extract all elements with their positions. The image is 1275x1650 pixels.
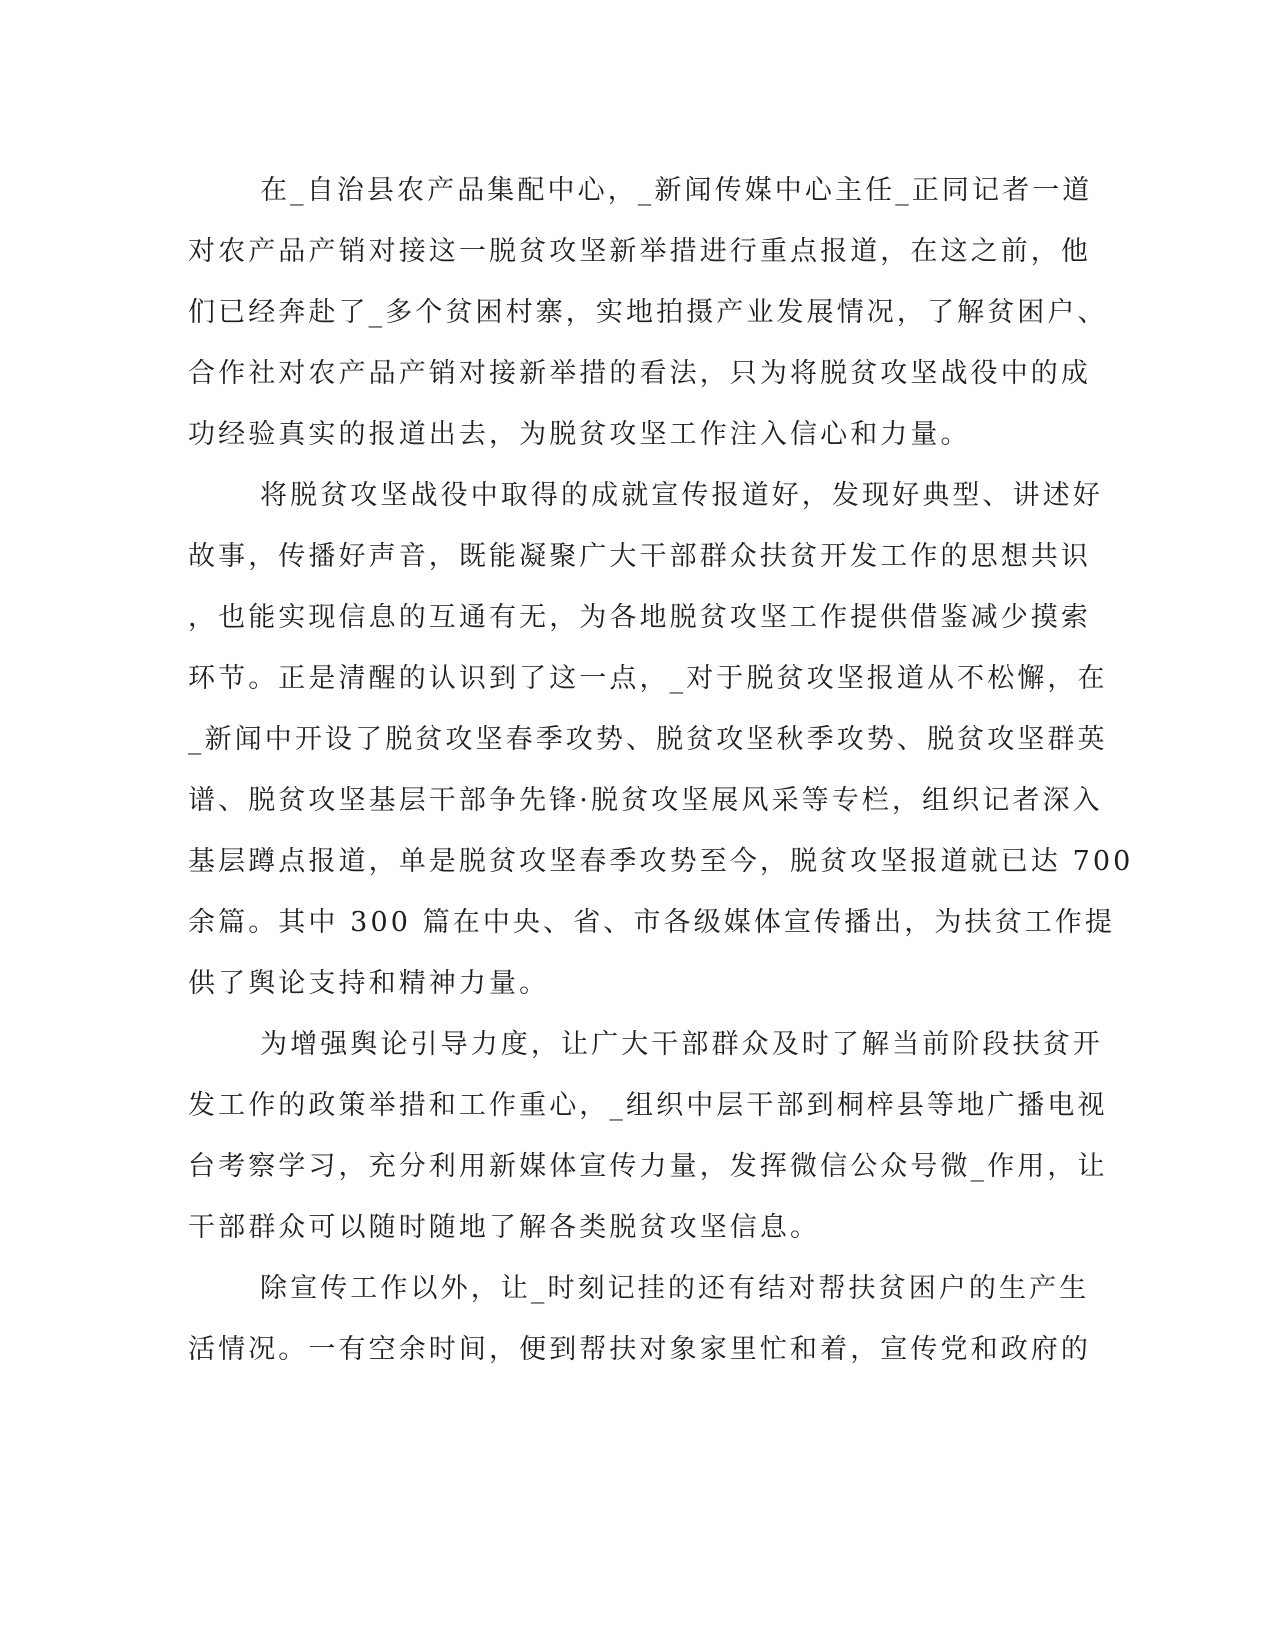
text-line: 谱、脱贫攻坚基层干部争先锋·脱贫攻坚展风采等专栏，组织记者深入 (188, 785, 1103, 816)
text-line: 台考察学习，充分利用新媒体宣传力量，发挥微信公众号微_作用，让 (188, 1151, 1108, 1182)
paragraph-3 (188, 1014, 1108, 1258)
paragraph-2 (188, 465, 1134, 1014)
text-line: 们已经奔赴了_多个贫困村寨，实地拍摄产业发展情况，了解贫困户、 (188, 297, 1108, 328)
text-line: 除宣传工作以外，让_时刻记挂的还有结对帮扶贫困户的生产生 (260, 1273, 1090, 1304)
text-line: 基层蹲点报道，单是脱贫攻坚春季攻势至今，脱贫攻坚报道就已达 700 (188, 846, 1134, 877)
paragraph-4 (188, 1258, 1091, 1380)
text-line: 对农产品产销对接这一脱贫攻坚新举措进行重点报道，在这之前，他 (188, 236, 1091, 267)
paragraph-1 (188, 160, 1108, 465)
text-line: ，也能实现信息的互通有无，为各地脱贫攻坚工作提供借鉴减少摸索 (188, 602, 1091, 633)
text-line: 供了舆论支持和精神力量。 (188, 968, 550, 999)
text-line: 余篇。其中 300 篇在中央、省、市各级媒体宣传播出，为扶贫工作提 (188, 907, 1115, 938)
text-line: 发工作的政策举措和工作重心，_组织中层干部到桐梓县等地广播电视 (188, 1090, 1108, 1121)
document-body (188, 160, 1134, 1380)
text-line: _新闻中开设了脱贫攻坚春季攻势、脱贫攻坚秋季攻势、脱贫攻坚群英 (188, 724, 1108, 755)
text-line: 干部群众可以随时随地了解各类脱贫攻坚信息。 (188, 1212, 821, 1243)
text-line: 在_自治县农产品集配中心，_新闻传媒中心主任_正同记者一道 (260, 175, 1093, 206)
text-line: 活情况。一有空余时间，便到帮扶对象家里忙和着，宣传党和政府的 (188, 1334, 1091, 1365)
text-line: 将脱贫攻坚战役中取得的成就宣传报道好，发现好典型、讲述好 (260, 480, 1103, 511)
text-line: 功经验真实的报道出去，为脱贫攻坚工作注入信心和力量。 (188, 419, 971, 450)
text-line: 合作社对农产品产销对接新举措的看法，只为将脱贫攻坚战役中的成 (188, 358, 1091, 389)
text-line: 故事，传播好声音，既能凝聚广大干部群众扶贫开发工作的思想共识 (188, 541, 1091, 572)
text-line: 为增强舆论引导力度，让广大干部群众及时了解当前阶段扶贫开 (260, 1029, 1103, 1060)
text-line: 环节。正是清醒的认识到了这一点，_对于脱贫攻坚报道从不松懈，在 (188, 663, 1108, 694)
